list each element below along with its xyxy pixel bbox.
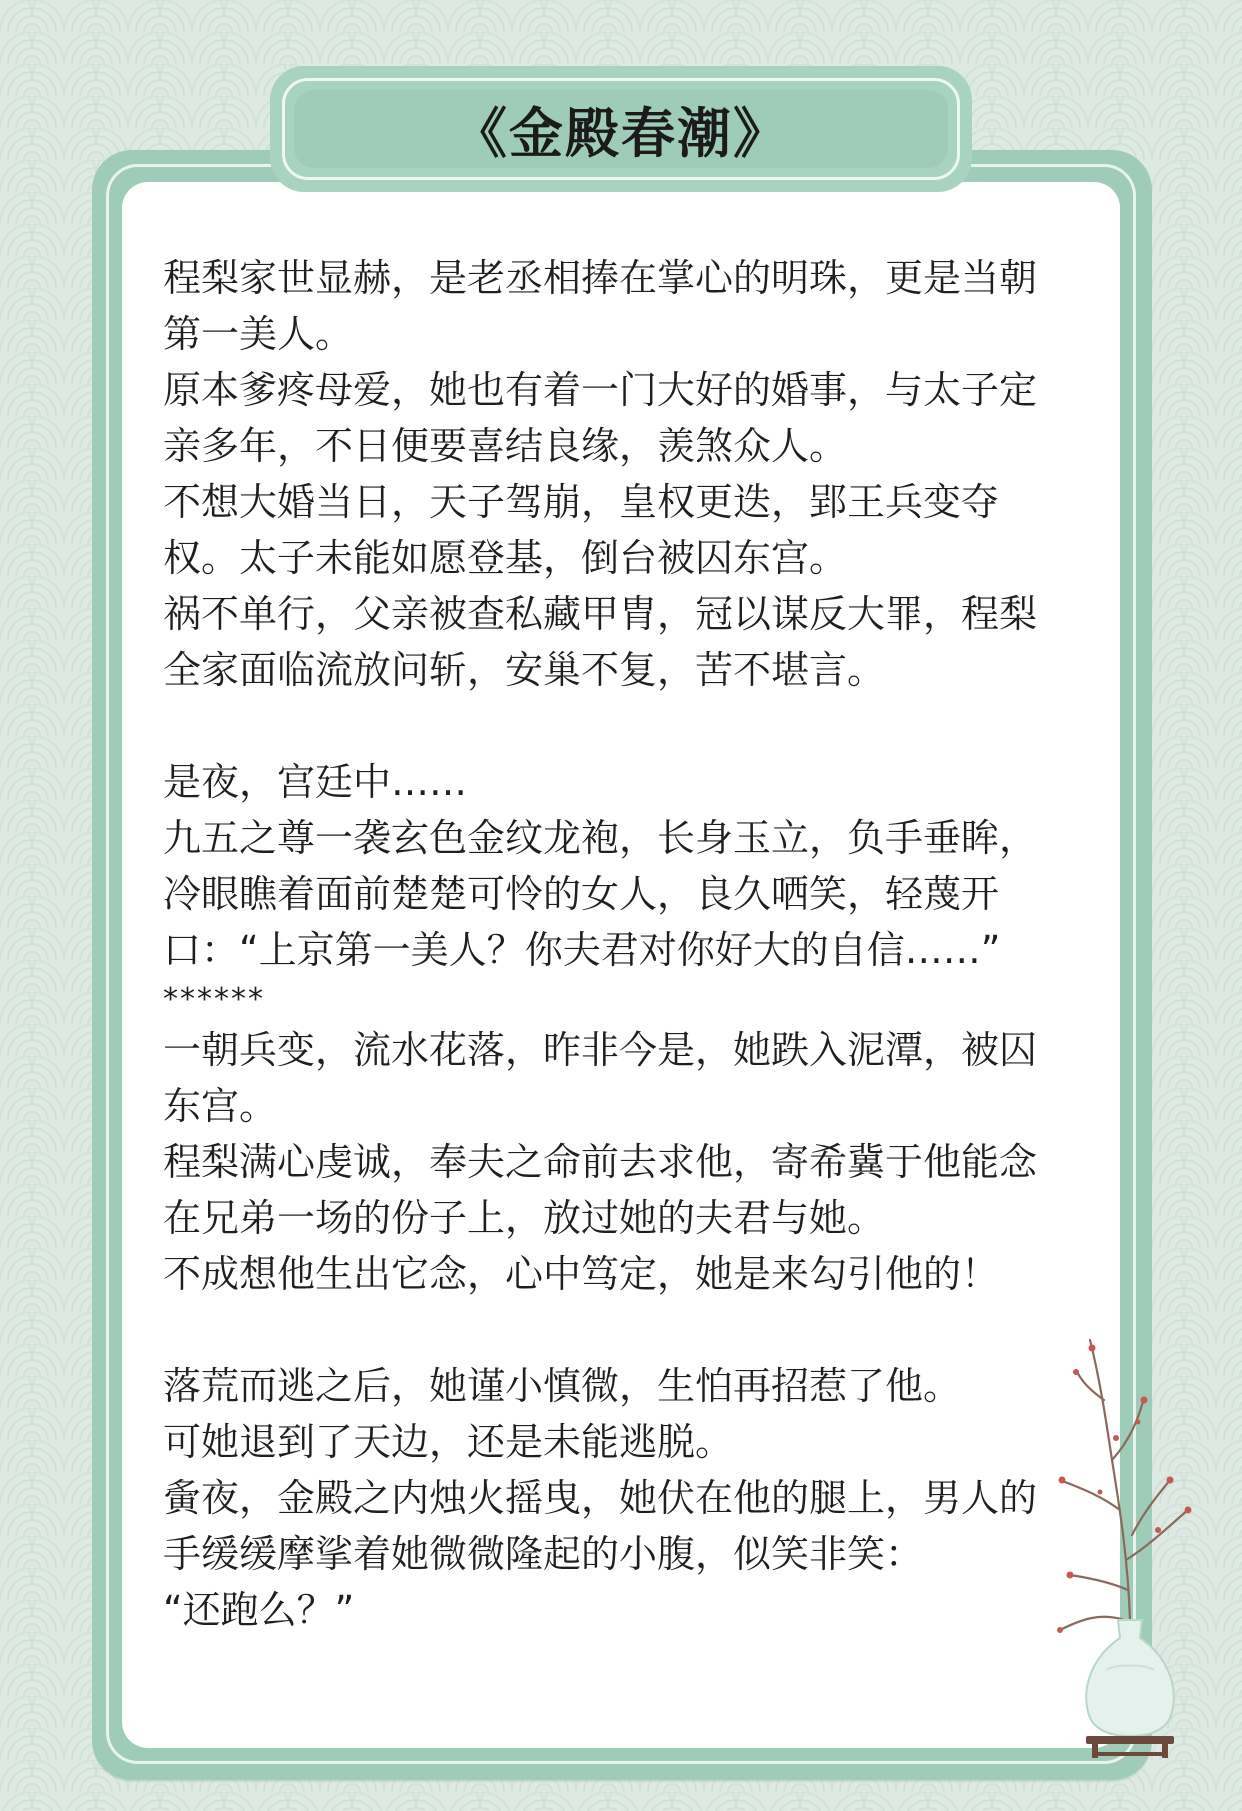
plum-branch-vase-icon	[1020, 1320, 1220, 1765]
paragraph: 夤夜，金殿之内烛火摇曳，她伏在他的腿上，男人的手缓缓摩挲着她微微隆起的小腹，似笑非笑：	[163, 1476, 1038, 1576]
paragraph-gap	[163, 1302, 1053, 1358]
paragraph: 落荒而逃之后，她谨小慎微，生怕再招惹了他。	[163, 1364, 962, 1408]
synopsis-text	[163, 250, 1053, 1638]
paragraph: 程梨满心虔诚，奉夫之命前去求他，寄希冀于他能念在兄弟一场的份子上，放过她的夫君与她。	[163, 1140, 1038, 1240]
section-divider: ******	[163, 982, 265, 1017]
paragraph: 是夜，宫廷中……	[163, 760, 468, 804]
paragraph: 程梨家世显赫，是老丞相捧在掌心的明珠，更是当朝第一美人。	[163, 256, 1038, 356]
paragraph: 可她退到了天边，还是未能逃脱。	[163, 1420, 734, 1464]
paragraph: “还跑么？”	[163, 1588, 355, 1632]
paragraph: 祸不单行，父亲被查私藏甲胄，冠以谋反大罪，程梨全家面临流放问斩，安巢不复，苦不堪言。	[163, 592, 1038, 692]
page-title: 《金殿春潮》	[453, 101, 789, 165]
paragraph-gap	[163, 698, 1053, 754]
paragraph: 九五之尊一袭玄色金纹龙袍，长身玉立，负手垂眸，冷眼瞧着面前楚楚可怜的女人，良久哂笑，轻蔑开口：“上京第一美人？你夫君对你好大的自信……”	[163, 816, 1038, 972]
paragraph: 原本爹疼母爱，她也有着一门大好的婚事，与太子定亲多年，不日便要喜结良缘，羡煞众人。	[163, 368, 1038, 468]
paragraph: 一朝兵变，流水花落，昨非今是，她跌入泥潭，被囚东宫。	[163, 1028, 1038, 1128]
paragraph: 不成想他生出它念，心中笃定，她是来勾引他的！	[163, 1252, 1000, 1296]
paragraph: 不想大婚当日，天子驾崩，皇权更迭，郢王兵变夺权。太子未能如愿登基，倒台被囚东宫。	[163, 480, 1000, 580]
